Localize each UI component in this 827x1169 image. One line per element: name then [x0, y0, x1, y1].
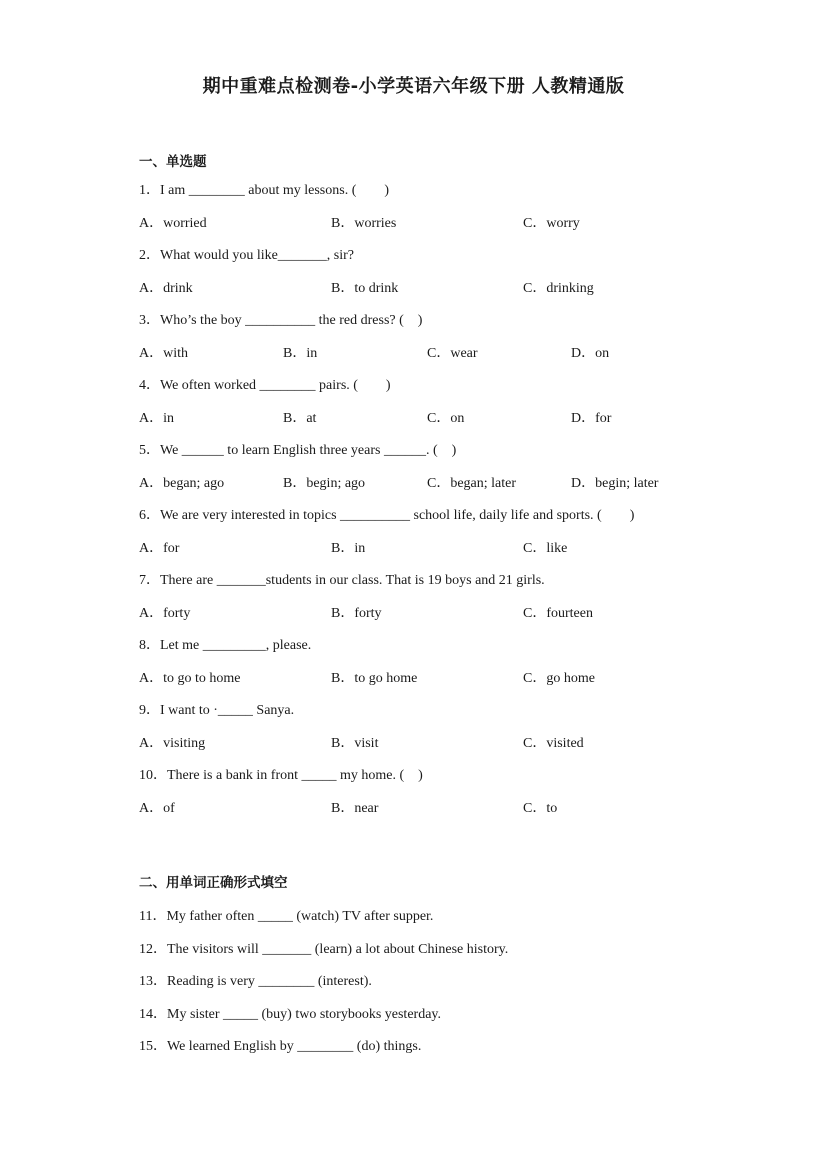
q8-option-b: B．to go home — [331, 671, 418, 686]
q10-option-c: C．to — [523, 801, 558, 816]
q9-option-c: C．visited — [523, 736, 584, 751]
q5-option-d: D．begin; later — [571, 476, 659, 491]
q7-option-b: B．forty — [331, 606, 382, 621]
q9-option-a: A．visiting — [139, 736, 206, 751]
q3-option-c: C．wear — [427, 346, 478, 361]
q5-option-b: B．begin; ago — [283, 476, 366, 491]
question-1: 1．I am ________ about my lessons. ( ) — [139, 183, 390, 198]
q3-option-b: B．in — [283, 346, 318, 361]
q2-option-a: A．drink — [139, 281, 193, 296]
q1-option-b: B．worries — [331, 216, 397, 231]
q6-option-a: A．for — [139, 541, 180, 556]
question-7: 7．There are _______students in our class. That is 19 boys and 21 girls. — [139, 573, 545, 588]
q1-option-a: A．worried — [139, 216, 207, 231]
q1-option-c: C．worry — [523, 216, 580, 231]
q8-option-c: C．go home — [523, 671, 595, 686]
question-3: 3．Who’s the boy __________ the red dress? ( ) — [139, 313, 423, 328]
page-title: 期中重难点检测卷-小学英语六年级下册 人教精通版 — [202, 76, 625, 97]
question-14: 14．My sister _____ (buy) two storybooks yesterday. — [139, 1007, 442, 1022]
q10-option-b: B．near — [331, 801, 379, 816]
question-9: 9．I want to ·_____ Sanya. — [139, 703, 295, 718]
question-8: 8．Let me _________, please. — [139, 638, 312, 653]
question-15: 15．We learned English by ________ (do) things. — [139, 1039, 422, 1054]
q4-option-d: D．for — [571, 411, 612, 426]
q4-option-a: A．in — [139, 411, 174, 426]
q5-option-a: A．began; ago — [139, 476, 225, 491]
q6-option-c: C．like — [523, 541, 568, 556]
section-heading-single-choice: 一、单选题 — [139, 154, 207, 170]
question-5: 5．We ______ to learn English three years ______. ( ) — [139, 443, 457, 458]
q2-option-b: B．to drink — [331, 281, 399, 296]
q7-option-c: C．fourteen — [523, 606, 593, 621]
section-heading-fill-in: 二、用单词正确形式填空 — [139, 875, 288, 891]
q7-option-a: A．forty — [139, 606, 191, 621]
question-6: 6．We are very interested in topics __________ school life, daily life and sports. ( ) — [139, 508, 635, 523]
q4-option-b: B．at — [283, 411, 317, 426]
question-2: 2．What would you like_______, sir? — [139, 248, 355, 263]
question-13: 13．Reading is very ________ (interest). — [139, 974, 372, 989]
question-10: 10．There is a bank in front _____ my home. ( ) — [139, 768, 423, 783]
q5-option-c: C．began; later — [427, 476, 517, 491]
question-12: 12．The visitors will _______ (learn) a lot about Chinese history. — [139, 942, 509, 957]
question-11: 11．My father often _____ (watch) TV after supper. — [139, 909, 434, 924]
q9-option-b: B．visit — [331, 736, 379, 751]
q2-option-c: C．drinking — [523, 281, 594, 296]
q6-option-b: B．in — [331, 541, 366, 556]
question-4: 4．We often worked ________ pairs. ( ) — [139, 378, 391, 393]
q3-option-a: A．with — [139, 346, 188, 361]
q4-option-c: C．on — [427, 411, 465, 426]
q3-option-d: D．on — [571, 346, 610, 361]
q10-option-a: A．of — [139, 801, 175, 816]
q8-option-a: A．to go to home — [139, 671, 241, 686]
